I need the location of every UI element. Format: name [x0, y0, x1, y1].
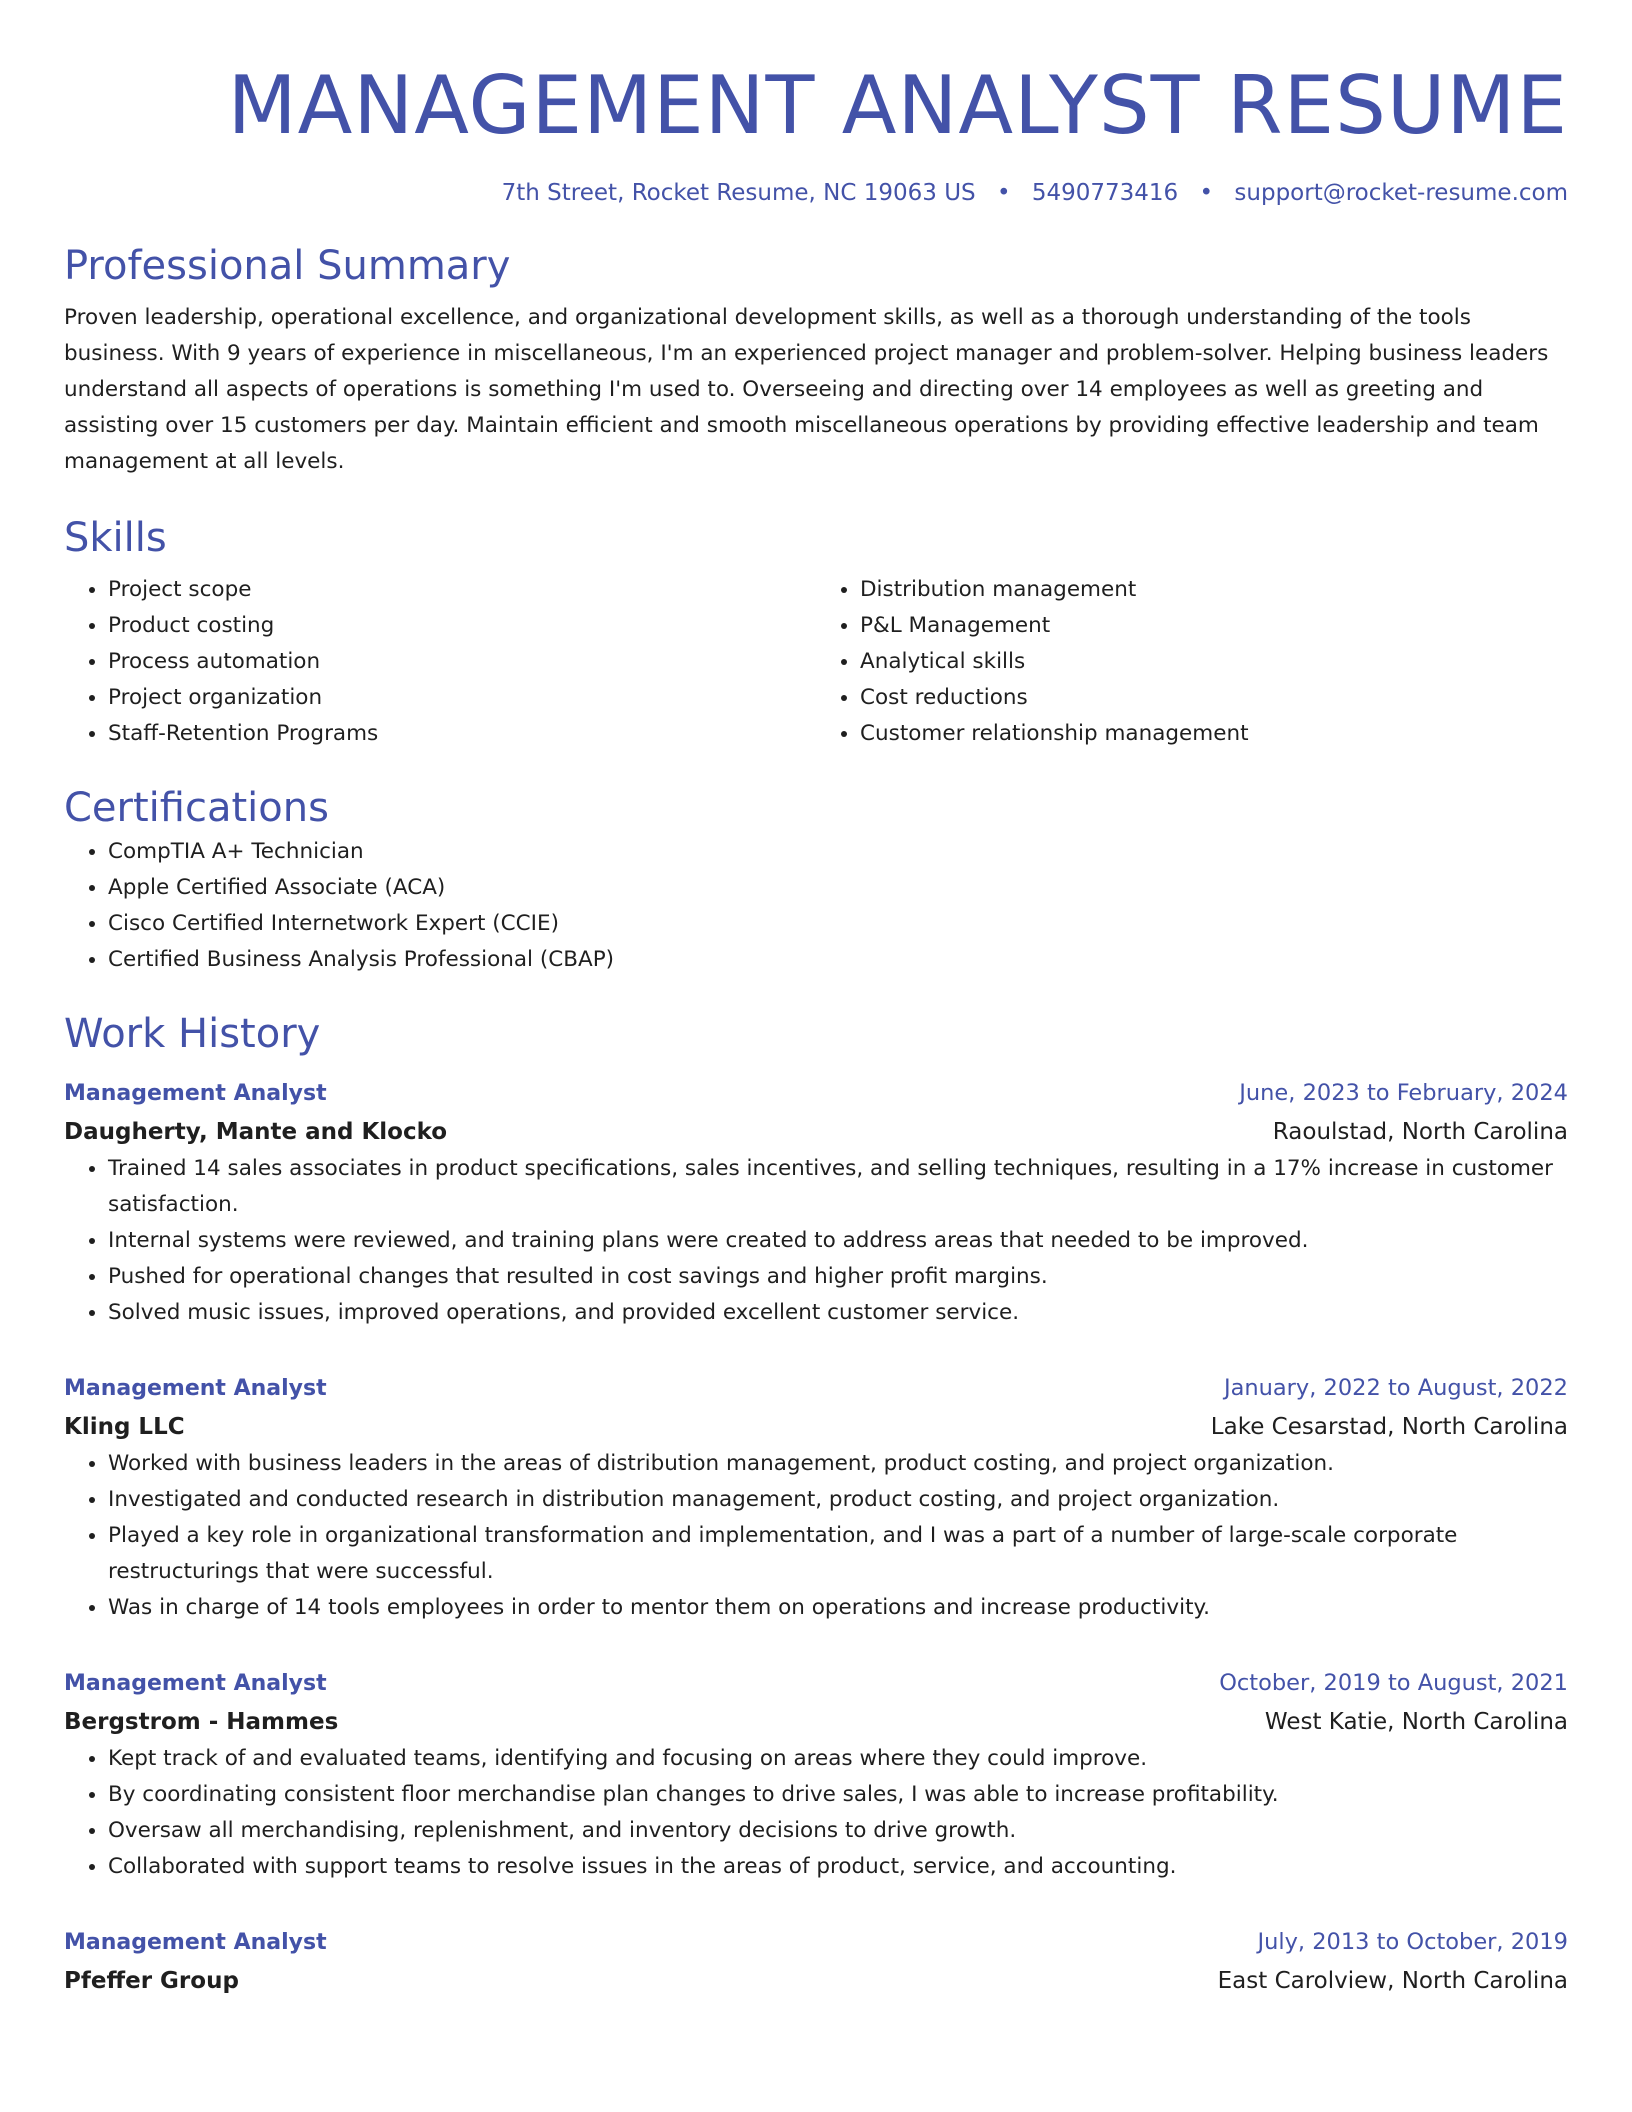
- job-bullets: [64, 1151, 1568, 1331]
- skill-item: • Distribution management: [860, 572, 1568, 608]
- certifications-section: [64, 782, 1568, 978]
- job-header-row: [64, 1923, 1568, 1962]
- summary-text: Proven leadership, operational excellence, and organizational development skills, as well as a thorough understanding of the tools business. With 9 years of experience in miscellaneous, I'm an experienced project manager and problem-solver. Helping business leaders understand all aspects of operations is something I'm used to. Overseeing and directing over 14 employees as well as greeting and assisting over 15 customers per day. Maintain efficient and smooth miscellaneous operations by providing effective leadership and team management at all levels.: [64, 305, 1549, 474]
- contact-address: 7th Street, Rocket Resume, NC 19063 US: [501, 180, 976, 206]
- job-bullet: • Solved music issues, improved operations, and provided excellent customer service.: [108, 1295, 1568, 1331]
- job-bullet: • Investigated and conducted research in distribution management, product costing, and project organization.: [108, 1482, 1568, 1518]
- job-company-row: [64, 1113, 1568, 1151]
- certification-item: • Certified Business Analysis Professional (CBAP): [108, 942, 1568, 978]
- contact-email: support@rocket-resume.com: [1234, 180, 1568, 206]
- job-dates: July, 2013 to October, 2019: [1257, 1929, 1568, 1955]
- job-dates: June, 2023 to February, 2024: [1239, 1080, 1568, 1106]
- job-bullet: • Was in charge of 14 tools employees in order to mentor them on operations and increase productivity.: [108, 1590, 1568, 1626]
- contact-separator: •: [996, 180, 1011, 206]
- summary-heading: Professional Summary: [64, 243, 511, 289]
- job-bullet: • Oversaw all merchandising, replenishment, and inventory decisions to drive growth.: [108, 1813, 1568, 1849]
- resume-title: MANAGEMENT ANALYST RESUME: [227, 59, 1568, 152]
- job-title: Management Analyst: [64, 1081, 327, 1106]
- job-company-row: [64, 1962, 1568, 2000]
- job-bullet: • Pushed for operational changes that resulted in cost savings and higher profit margins.: [108, 1259, 1568, 1295]
- job-company-row: [64, 1408, 1568, 1446]
- job-bullet: • Internal systems were reviewed, and training plans were created to address areas that needed to be improved.: [108, 1223, 1568, 1259]
- skills-list-right: [816, 572, 1568, 752]
- skills-grid: [64, 572, 1568, 752]
- skill-item: • P&L Management: [860, 608, 1568, 644]
- job-company: Bergstrom - Hammes: [64, 1709, 339, 1735]
- skill-item: • Project scope: [108, 572, 816, 608]
- certifications-list: [64, 834, 1568, 978]
- job-bullet: • Kept track of and evaluated teams, identifying and focusing on areas where they could improve.: [108, 1741, 1568, 1777]
- job-header-row: [64, 1369, 1568, 1408]
- job-company: Pfeffer Group: [64, 1968, 239, 1994]
- job-location: Lake Cesarstad, North Carolina: [1210, 1414, 1568, 1440]
- certification-item: • Cisco Certified Internetwork Expert (CCIE): [108, 906, 1568, 942]
- job-entry: [64, 1074, 1568, 1331]
- job-company: Kling LLC: [64, 1414, 185, 1440]
- job-entry: [64, 1664, 1568, 1885]
- job-dates: January, 2022 to August, 2022: [1223, 1375, 1568, 1401]
- job-title: Management Analyst: [64, 1930, 327, 1955]
- job-bullet: • Played a key role in organizational transformation and implementation, and I was a part of a number of large-scale corporate restructurings that were successful.: [108, 1518, 1568, 1590]
- job-entry: [64, 1369, 1568, 1626]
- skills-list-left: [64, 572, 816, 752]
- job-bullets: [64, 1446, 1568, 1626]
- job-header-row: [64, 1074, 1568, 1113]
- job-company: Daugherty, Mante and Klocko: [64, 1119, 448, 1145]
- certification-item: • CompTIA A+ Technician: [108, 834, 1568, 870]
- job-bullet: • Worked with business leaders in the areas of distribution management, product costing, and project organization.: [108, 1446, 1568, 1482]
- certification-item: • Apple Certified Associate (ACA): [108, 870, 1568, 906]
- certifications-heading: Certifications: [64, 785, 329, 831]
- job-entry: [64, 1923, 1568, 2000]
- skill-item: • Product costing: [108, 608, 816, 644]
- skill-item: • Staff-Retention Programs: [108, 716, 816, 752]
- job-company-row: [64, 1703, 1568, 1741]
- job-bullet: • By coordinating consistent floor merchandise plan changes to drive sales, I was able to increase profitability.: [108, 1777, 1568, 1813]
- skills-section: [64, 512, 1568, 752]
- job-location: East Carolview, North Carolina: [1217, 1968, 1568, 1994]
- skill-item: • Analytical skills: [860, 644, 1568, 680]
- job-bullets: [64, 1741, 1568, 1885]
- job-location: West Katie, North Carolina: [1264, 1709, 1568, 1735]
- work-history-heading: Work History: [64, 1011, 321, 1057]
- skill-item: • Customer relationship management: [860, 716, 1568, 752]
- job-header-row: [64, 1664, 1568, 1703]
- contact-separator: •: [1199, 180, 1214, 206]
- skills-heading: Skills: [64, 515, 167, 561]
- summary-section: [64, 240, 1568, 480]
- job-location: Raoulstad, North Carolina: [1272, 1119, 1568, 1145]
- skill-item: • Process automation: [108, 644, 816, 680]
- work-history-section: [64, 1008, 1568, 2000]
- job-dates: October, 2019 to August, 2021: [1219, 1670, 1568, 1696]
- job-bullet: • Trained 14 sales associates in product specifications, sales incentives, and selling techniques, resulting in a 17% increase in customer satisfaction.: [108, 1151, 1568, 1223]
- contact-phone: 5490773416: [1031, 180, 1179, 206]
- contact-line: [64, 178, 1568, 208]
- job-title: Management Analyst: [64, 1376, 327, 1401]
- job-title: Management Analyst: [64, 1671, 327, 1696]
- skill-item: • Project organization: [108, 680, 816, 716]
- skill-item: • Cost reductions: [860, 680, 1568, 716]
- job-bullet: • Collaborated with support teams to resolve issues in the areas of product, service, and accounting.: [108, 1849, 1568, 1885]
